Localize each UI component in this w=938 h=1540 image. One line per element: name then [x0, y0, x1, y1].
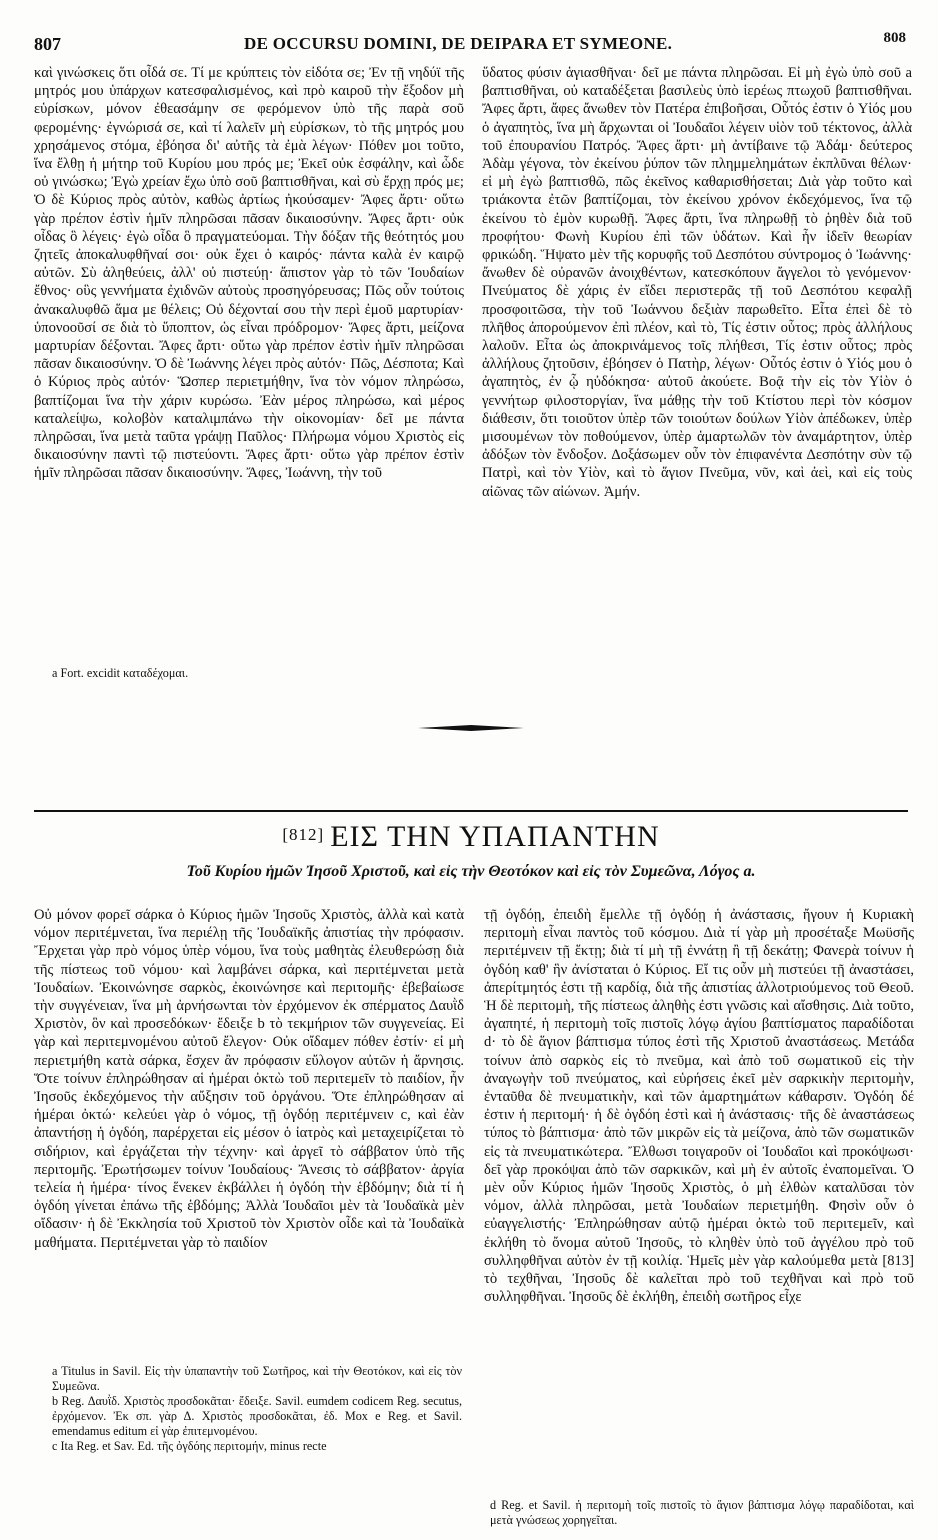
top-right-text: ὕδατος φύσιν ἁγιασθῆναι· δεῖ με πάντα πληρῶσαι. Εἰ μὴ ἐγὼ ὑπὸ σοῦ a βαπτισθῆναι, οὐ καταδέξεται βασιλεὺς ὑπὸ ἱερέως πτωχοῦ βαπτισθῆναι. Ἄφες ἄρτι, ἄφες ἄνωθεν τὸν Πατέρα ἐπιβοῆσαι, Οὗτός ἐστιν ὁ Υἱός μου ὁ ἀγαπητὸς, ἵνα μὴ ἄρχωνται οἱ Ἰουδαῖοι λέγειν υἱὸν τοῦ τέκτονος, ἀλλὰ τοῦ ἐπουρανίου Πατρός. Ἄφες ἄρτι· μὴ ἀντίβαινε τῷ Ἀδάμ· δεύτερος Ἀδὰμ γέγονα, τὸν ἐκείνου ῥύπον τῶν πλημμελημάτων ἐκπλῦναι θέλων· εἰ μὴ ἐγὼ βαπτισθῶ, πῶς ἐκεῖνος καθαρισθήσεται; Διὰ γὰρ τοῦτο καὶ τριάκοντα ἐτῶν βαπτίζομαι, τὸν ἐκείνου χρόνον ἐκδεχόμενος, ἵνα τῷ ἐκείνου τὸ ἐμὸν κυρωθῇ. Ἄφες ἄρτι, ἵνα πληρωθῇ τὸ ῥηθὲν διὰ τοῦ προφήτου· Φωνὴ Κυρίου ἐπὶ τῶν ὑδάτων. Καὶ ἦν ἰδεῖν θεωρίαν φρικώδη. Ἥψατο μὲν τῆς κορυφῆς τοῦ Δεσπότου σύντρομος ὁ Ἰωάννης· ἄνωθεν δὲ οὐρανῶν ἀνοιχθέντων, κατεσκόπουν ἄγγελοι τὸ γενόμενον· Πνεύματος δὲ χάρις ἐν εἴδει περιστερᾶς τῇ τοῦ Δεσπότου κεφαλῇ προσφοιτῶσα, τὴν τοῦ Ἰωάννου δεξιὰν παρωθεῖτο. Εἶτα ἐπεὶ δὲ τὸ πλῆθος ἀπορούμενον ἐπὶ πλέον, καὶ τὸ, Τίς ἐστιν οὗτος; πρὸς ἀλλήλους λαλοῦν. Εἶτα ὡς ἀποκρινάμενος τοῖς πλήθεσι, Τίς ἐστιν οὗτος; πρὸς ἀλλήλους ζητοῦσιν, ἐβόησεν ὁ Πατὴρ, λέγων· Οὗτός ἐστιν ὁ Υἱός μου ὁ ἀγαπητὸς, ἐν ᾧ ηὐδόκησα· αὐτοῦ ἀκούετε. Βοᾷ τὴν εἰς τὸν Υἱὸν ὁ γεννήτωρ φιλοστοργίαν, ἵνα μάθῃς τὴν τοῦ Κτίστου περὶ τὸν κόσμον διάθεσιν, ὅτι τοιοῦτον ὑπὲρ τῶν τοιούτων δούλων Υἱὸν ἀπέδωκεν, ὑπὲρ μισουμένων τὸν ποθούμενον, ὑπὲρ ἁμαρτωλῶν τὸν ἀναμάρτητον, ὑπὲρ ἀδόξων τὸν ἔνδοξον. Δοξάσωμεν οὖν τὸν ἐπιφανέντα Δεσπότην σὺν τῷ Πατρὶ, καὶ τὸν Υἱὸν, καὶ τὸ ἅγιον Πνεῦμα, νῦν, καὶ ἀεὶ, καὶ εἰς τοὺς αἰῶνας τῶν αἰώνων. Ἀμήν.	[482, 65, 912, 500]
ornament-divider	[418, 722, 524, 734]
page-number-right: 808	[883, 30, 906, 46]
page-number-left: 807	[34, 34, 61, 54]
section-title: ΕΙΣ ΤΗΝ ΥΠΑΠΑΝΤΗΝ	[330, 820, 660, 853]
bottom-right-text: τῇ ὀγδόῃ, ἐπειδὴ ἔμελλε τῇ ὀγδόῃ ἡ ἀνάστασις, ἤγουν ἡ Κυριακὴ περιτομὴ εἶναι παντὸς τοῦ κόσμου. Διὰ τί γὰρ μὴ προσέταξε Μωϋσῆς περιτέμνειν τῇ ἕκτῃ; διὰ τί μὴ τῇ ἐννάτῃ ἢ τῇ δεκάτῃ; Φανερὰ τοίνυν ἡ ὀγδόη καθ' ἣν ἀνίσταται ὁ Κύριος. Εἴ τις οὖν μὴ πιστεύει τῇ ἀναστάσει, ἀπερίτμητός ἐστι τῇ καρδίᾳ, διὰ τῆς ἀπιστίας ἀλλοτριούμενος τοῦ Θεοῦ. Ἡ δὲ περιτομὴ, τῆς πίστεως ἀληθὴς ἐστι γνῶσις καὶ αἴσθησις. Διὰ τοῦτο, ἀγαπητέ, ἡ περιτομὴ τοῖς πιστοῖς λόγῳ ἁγίου βαπτίσματος παραδίδοται d· τὸ δὲ ἅγιον βάπτισμα τύπος ἐστὶ τῆς Χριστοῦ ἀναστάσεως. Μετάδα τοίνυν ἀπὸ σαρκὸς εἰς τὸ πνεῦμα, καὶ ἀπὸ τοῦ σωματικοῦ εἰς τὴν ἀναγωγὴν τοῦ πνεύματος, καὶ εὑρήσεις ἐκεῖ μὲν σαρκικὴν περιτομὴν, ἐνταῦθα δὲ πνευματικὴν, καὶ τῶν ἁμαρτημάτων κάθαρσιν. Ὀγδόη δέ ἐστιν ἡ περιτομή· ἡ δὲ ὀγδόη ἐστὶ καὶ ἡ ἀνάστασις· τῆς δὲ ἀναστάσεως τύπος τὸ βάπτισμα· ἀπὸ τῶν μικρῶν εἰς τὰ μείζονα, ἀπὸ τῶν σωματικῶν εἰς τὰ πνευματικώτερα. Ἔλθωσι τοιγαροῦν οἱ Ἰουδαῖοι καὶ προκόψωσι· δεῖ γὰρ προκόψαι ἀπὸ τῶν σαρκικῶν, καὶ μὴ ἐν αὐτοῖς ἐναπομεῖναι. Ὁ μὲν οὖν Κύριος ἡμῶν Ἰησοῦς Χριστὸς, ὁ μὴ ἐλθὼν καταλῦσαι τὸν νόμον, ἀλλὰ πληρῶσαι, μετὰ Ἰουδαίων περιετμήθη. Φησὶν οὖν ὁ εὐαγγελιστής· Ἐπληρώθησαν αὐτῷ ἡμέραι ὀκτὼ τοῦ περιτεμεῖν, καὶ ἐκλήθη τὸ ὄνομα αὐτοῦ Ἰησοῦς, τὸ κληθὲν ὑπὸ τοῦ ἀγγέλου πρὸ τοῦ συλληφθῆναι αὐτὸν ἐν τῇ κοιλίᾳ. Ἡμεῖς μὲν γὰρ καλούμεθα μετὰ [813] τὸ τεχθῆναι, Ἰησοῦς δὲ καλεῖται πρὸ τοῦ τεχθῆναι καὶ πρὸ τοῦ συλληφθῆναι. Ἰησοῦς δὲ ἐκλήθη, ἐπειδὴ σωτῆρος εἶχε	[484, 907, 914, 1306]
bottom-left-text: Οὐ μόνον φορεῖ σάρκα ὁ Κύριος ἡμῶν Ἰησοῦς Χριστὸς, ἀλλὰ καὶ κατὰ νόμον περιτέμνεται, ἵνα περιέλῃ τῆς Ἰουδαϊκῆς ἀπιστίας τὴν πρόφασιν. Ἔρχεται γὰρ πρὸ νόμος ὑπὲρ νόμου, ἵνα τοὺς μαθητὰς ἐλευθερώσῃ διὰ τῆς πίστεως τοῦ νόμου· καὶ λαμβάνει σάρκα, καὶ περιτέμνεται μετὰ Ἰουδαίων. Ἐκοινώνησε σαρκὸς, ἐκοινώνησε καὶ περιτομῆς· ἐβεβαίωσε τὴν συγγένειαν, ἵνα μὴ ἀρνήσωνται τὸν ἐρχόμενον ἐκ σπέρματος Δαυῒδ Χριστὸν, ὃν καὶ προσεδόκων· ἔδειξε b τὸ τεκμήριον τῶν συγγενείας. Εἰ γὰρ καὶ περιτεμνομένου αὐτοῦ ἔλεγον· Οὐκ οἴδαμεν πόθεν ἐστίν· εἰ μὴ περιετμήθη κατὰ σάρκα, ἔσχεν ἂν πρόφασιν εὔλογον αὐτῶν ἡ ἄρνησις. Ὅτε τοίνυν ἐπληρώθησαν αἱ ἡμέραι ὀκτὼ τοῦ περιτεμεῖν τὸ παιδίον, ἦν Ἰησοῦς ἐκδεχόμενος τὴν αὔξησιν τοῦ ὀργάνου. Ὅτε ἐπληρώθησαν αἱ ἡμέραι ὀκτώ· κελεύει γὰρ ὁ νόμος, τῇ ὀγδόῃ περιτέμνειν c, καὶ ἐὰν ἀπαντήσῃ ἡ ὀγδόη, παρέρχεται εἰς μέσον ὁ ἰατρὸς καὶ μεταχειρίζεται τὸ σιδήριον, καὶ ἐργάζεται τὴν τέχνην· καὶ ἀργεῖ τὸ σάββατον ὑπὸ τῆς περιτομῆς. Ἐρωτήσωμεν τοίνυν Ἰουδαίους· Ἄνεσις τὸ σάββατον· ἀργία τελεία ἡ ἡμέρα· τίνος ἕνεκεν ἐκβάλλει ἡ ὀγδόη τὴν ἑβδόμην; διὰ τί ἡ ὀγδόη γίνεται ἐπάνω τῆς ἑβδόμης; Ἀλλὰ Ἰουδαῖοι μὲν τὰ Ἰουδαϊκὰ μὲν οἴδασιν· ἡ δὲ Ἐκκλησία τοῦ Χριστοῦ τὸν Χριστὸν οἶδε καὶ τὰ Ἰουδαϊκὰ μαθήματα. Περιτέμνεται γὰρ τὸ παιδίον	[34, 907, 464, 1251]
bottom-left-column	[34, 906, 464, 1361]
running-head	[34, 30, 906, 56]
footnote-a: a Titulus in Savil. Εἰς τὴν ὑπαπαντὴν τοῦ Σωτῆρος, καὶ τὴν Θεοτόκον, καὶ εἰς τὸν Συμεῶνα.	[52, 1364, 462, 1393]
top-left-column	[34, 64, 464, 666]
section-ref: [812]	[282, 825, 325, 844]
section-rule	[34, 810, 908, 812]
bottom-left-footnotes	[52, 1364, 462, 1534]
top-right-column	[482, 64, 912, 652]
footnote-b: b Reg. Δαυῒδ. Χριστὸς προσδοκᾶται· ἔδειξε. Savil. eumdem codicem Reg. secutus, ἐρχόμενον. Ἐκ σπ. γὰρ Δ. Χριστὸς προσδοκᾶται, ἐδ. Mox e Reg. et Savil. emendamus editum εἰ γὰρ ἐπιτεμνομένου.	[52, 1394, 462, 1438]
section-subtitle: Τοῦ Κυρίου ἡμῶν Ἰησοῦ Χριστοῦ, καὶ εἰς τὴν Θεοτόκον καὶ εἰς τὸν Συμεῶνα, Λόγος a.	[186, 863, 756, 880]
bottom-right-column	[484, 906, 914, 1410]
running-title: DE OCCURSU DOMINI, DE DEIPARA ET SYMEONE.	[244, 34, 673, 53]
footnote-c: c Ita Reg. et Sav. Ed. τῆς ὀγδόης περιτομήν, minus recte	[52, 1439, 327, 1453]
section-heading	[34, 820, 908, 854]
top-left-text: καὶ γινώσκεις ὅτι οἶδά σε. Τί με κρύπτεις τὸν εἰδότα σε; Ἐν τῇ νηδύϊ τῆς μητρός μου ὑπάρχων κατεσφαλισμένος, καὶ πρὸ καιροῦ τὴν ἔξοδον μὴ εὑρίσκων, μόνον ἐθεασάμην σε φερόμενον ὑπὸ τῆς παρὰ σοῦ φερομένης· ἐγνώρισά σε, καὶ τί λαλεῖν μὴ εὑρίσκων, τὸ τῆς μητρός μου χρησάμενος στόμα, ἐβόησα δι' αὐτῆς τὰ ἐμὰ λέγων· Πόθεν μοι τοῦτο, ἵνα ἔλθῃ ἡ μήτηρ τοῦ Κυρίου μου πρός με; Ἐκεῖ οὐκ ἐσφάλην, καὶ ὧδε οὐ γινώσκω; Ἐγὼ χρείαν ἔχω ὑπὸ σοῦ βαπτισθῆναι, καὶ σὺ ἔρχῃ πρός με; Ὁ δὲ Κύριος πρὸς αὐτὸν, καθὼς ἀρτίως ἠκούσαμεν· Ἄφες ἄρτι· οὕτω γὰρ πρέπον ἐστὶν ἡμῖν πληρῶσαι πᾶσαν δικαιοσύνην. Ἄφες ἄρτι· οὐκ οἶδας ὃ λέγεις· ἐγὼ οἶδα ὃ πραγματεύομαι. Τὴν δόξαν τῆς θεότητός μου ζητεῖς ἀποκαλυφθῆναί σοι· οὐκ ἔχει ὁ καιρός· πάντα καλὰ ἐν καιρῷ αὐτῶν. Σὺ ἀληθεύεις, ἀλλ' οὐ πιστεύῃ· ἄπιστον γὰρ τὸ τῶν Ἰουδαίων ἔθνος· οὓς γεννήματα ἐχιδνῶν αὐτοὺς προσηγόρευσας; Πῶς οὖν τούτοις ἀνακαλυφθῶ ἅμα με θέλεις; Οὐ δέχονταί σου τὴν περὶ ἐμοῦ μαρτυρίαν· ὑπονοοῦσί σε διὰ τὸ ὕποπτον, ὡς εἶναι πρόδρομον· Ἄφες ἄρτι, μείζονα μαρτυρίαν δέξονται. Ἄφες ἄρτι· οὕτω γὰρ πρέπον ἐστὶν ἡμῖν πληρῶσαι πᾶσαν δικαιοσύνην. Ὁ δὲ Ἰωάννης λέγει πρὸς αὐτόν· Πῶς, Δέσποτα; Καὶ ὁ Κύριος πρὸς αὐτόν· Ὥσπερ περιετμήθην, ἵνα τὸν νόμον πληρώσω, βαπτίζομαι ἵνα τὴν χάριν κυρώσω. Ἐὰν μέρος πληρώσω, καὶ μέρος καταλείψω, κολοβὸν καταλιμπάνω τὴν οἰκονομίαν· δεῖ με πάντα πληρῶσαι, ἵνα μετὰ ταῦτα γράψῃ Παῦλος· Πλήρωμα νόμου Χριστὸς εἰς δικαιοσύνην παντὶ τῷ πιστεύοντι. Ἄφες ἄρτι· οὕτω γὰρ πρέπον ἐστὶν ἡμῖν πληρῶσαι πᾶσαν δικαιοσύνην. Ἄφες, Ἰωάννη, τὴν τοῦ	[34, 65, 464, 482]
footnote-d: d Reg. et Savil. ἡ περιτομὴ τοῖς πιστοῖς τὸ ἅγιον βάπτισμα λόγῳ παραδίδοται, καὶ μετὰ γνώσεως χορηγεῖται.	[490, 1498, 914, 1527]
top-footnote: a Fort. excidit καταδέχομαι.	[52, 666, 189, 680]
